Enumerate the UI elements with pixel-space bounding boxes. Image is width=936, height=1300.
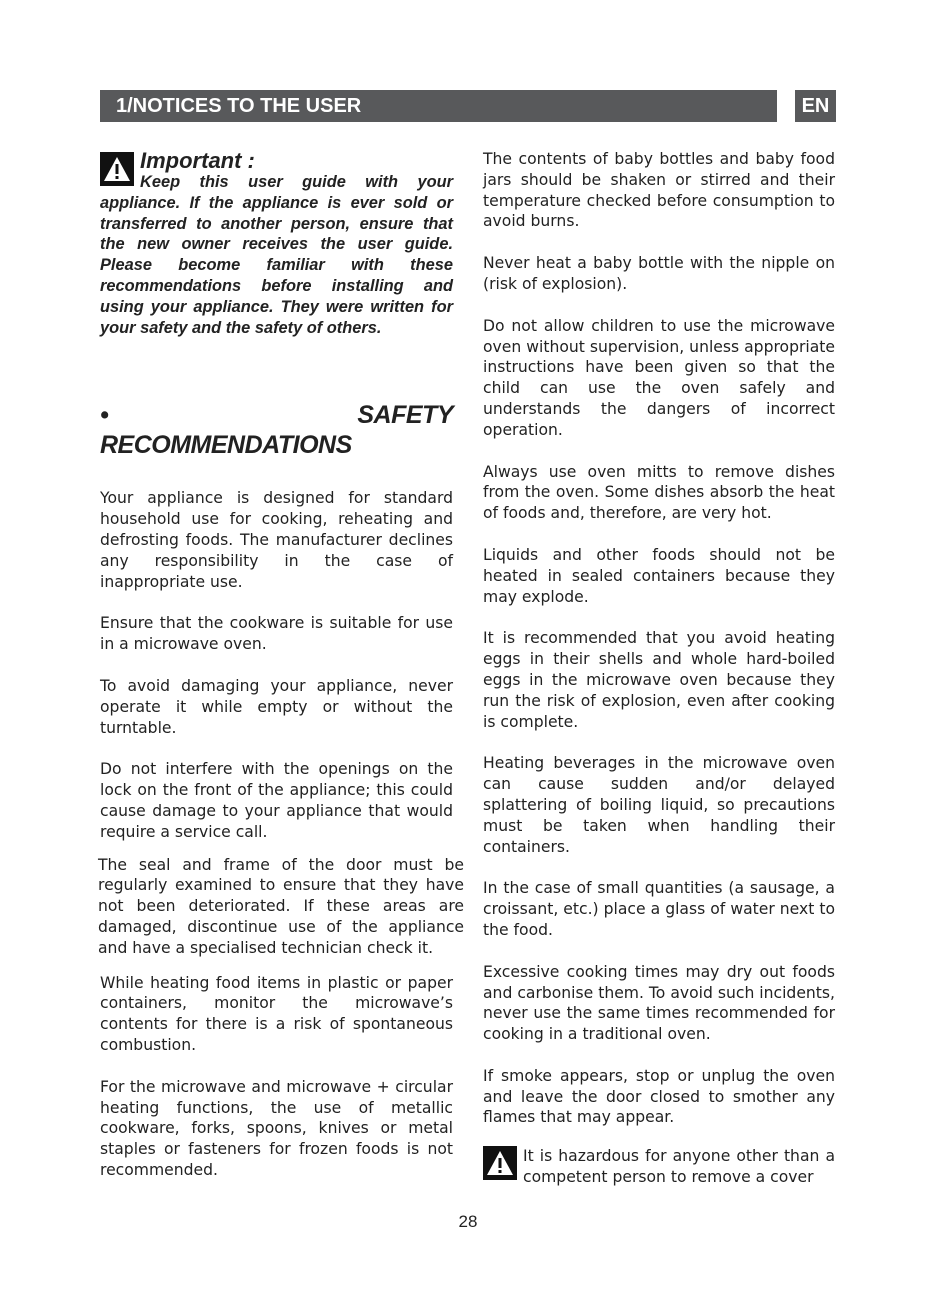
important-body: Keep this user guide with your appliance. If the appliance is ever sold or transferred to another person, ensure that the new owner receives the user guide. Please become familiar with these recommendations before installing and using your appliance. They were written for your safety and the safety of others.	[100, 173, 453, 337]
important-title: Important :	[140, 148, 255, 173]
right-paragraph-8: In the case of small quantities (a sausage, a croissant, etc.) place a glass of water next to the food.	[483, 879, 835, 939]
right-paragraph-1: The contents of baby bottles and baby food jars should be shaken or stirred and their temperature checked before consumption to avoid burns.	[483, 150, 835, 231]
right-paragraph-5: Liquids and other foods should not be heated in sealed containers because they may explode.	[483, 545, 835, 606]
hazard-notice	[483, 1146, 835, 1188]
right-paragraph-9: Excessive cooking times may dry out foods and carbonise them. To avoid such incidents, never use the same times recommended for cooking in a traditional oven.	[483, 962, 835, 1044]
right-paragraph-2: Never heat a baby bottle with the nipple on (risk of explosion).	[483, 254, 835, 293]
section-title: • SAFETY RECOMMENDATIONS	[100, 401, 453, 460]
right-paragraph-7: Heating beverages in the microwave oven can cause sudden and/or delayed splattering of boiling liquid, so precautions must be taken when handling their containers.	[483, 754, 835, 856]
language-badge: EN	[795, 90, 836, 122]
left-paragraph-3: To avoid damaging your appliance, never operate it while empty or without the turntable.	[100, 676, 453, 737]
left-paragraph-1: Your appliance is designed for standard household use for cooking, reheating and defrosting foods. The manufacturer declines any responsibility in the case of inappropriate use.	[100, 489, 453, 591]
page-number: 28	[458, 1212, 478, 1231]
left-paragraph-5: The seal and frame of the door must be regularly examined to ensure that they have not been deteriorated. If these areas are damaged, discontinue use of the appliance and have a specialised technician check it.	[98, 855, 464, 957]
section-header: 1/NOTICES TO THE USER	[100, 90, 777, 122]
left-paragraph-7: For the microwave and microwave + circular heating functions, the use of metallic cookware, forks, spoons, knives or metal staples or fasteners for frozen foods is not recommended.	[100, 1077, 453, 1179]
right-paragraph-11: It is hazardous for anyone other than a competent person to remove a cover	[523, 1147, 835, 1187]
right-paragraph-4: Always use oven mitts to remove dishes from the oven. Some dishes absorb the heat of foods and, therefore, are very hot.	[483, 462, 835, 523]
right-paragraph-10: If smoke appears, stop or unplug the oven and leave the door closed to smother any flames that may appear.	[483, 1066, 835, 1127]
left-column	[98, 148, 464, 1202]
left-paragraph-6: While heating food items in plastic or paper containers, monitor the microwave’s contents for there is a risk of spontaneous combustion.	[100, 973, 453, 1054]
left-paragraph-4: Do not interfere with the openings on the lock on the front of the appliance; this could cause damage to your appliance that would require a service call.	[100, 760, 453, 841]
right-column	[483, 149, 835, 1188]
right-paragraph-6: It is recommended that you avoid heating eggs in their shells and whole hard-boiled eggs in the microwave oven because they run the risk of explosion, even after cooking is complete.	[483, 629, 835, 731]
right-paragraph-3: Do not allow children to use the microwave oven without supervision, unless appropriate instructions have been given so that the child can use the oven safely and understands the dangers of incorrect operation.	[483, 316, 835, 439]
warning-icon	[100, 152, 134, 186]
left-paragraph-2: Ensure that the cookware is suitable for use in a microwave oven.	[100, 614, 453, 654]
important-notice	[100, 150, 453, 338]
warning-icon	[483, 1146, 517, 1180]
